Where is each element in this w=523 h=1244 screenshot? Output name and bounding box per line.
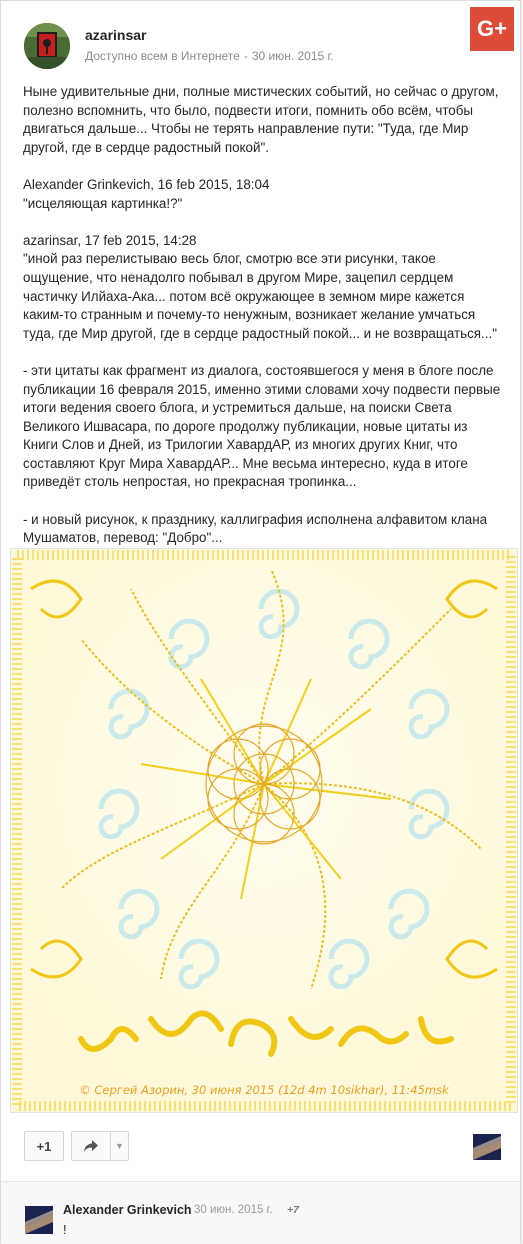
comments-section [1, 1181, 520, 1244]
comment-plus-count[interactable]: +7 [287, 1204, 299, 1216]
post-paragraph: Ныне удивительные дни, полные мистических событий, но сейчас о другом, полезно вспомнить, что было, подвести итоги, помнить обо всём, чтобы двигаться дальше... Чтобы не терять направление пути: "Туда, где Мир другой, где в сердце радостный покой". [23, 84, 499, 155]
post-body [23, 83, 503, 548]
post-image[interactable] [10, 548, 518, 1113]
post-date[interactable]: 30 июн. 2015 г. [251, 49, 334, 63]
paragraph-gap [23, 157, 503, 176]
author-name[interactable]: azarinsar [85, 27, 147, 43]
image-credit: © Сергей Азорин, 30 июня 2015 (12d 4m 10sikhar), 11:45msk [79, 1083, 449, 1097]
meta-separator: - [243, 49, 248, 63]
share-dropdown-button[interactable] [111, 1131, 129, 1161]
paragraph-gap [23, 213, 503, 232]
post-actions [1, 1131, 520, 1165]
google-plus-icon[interactable] [470, 7, 514, 51]
post-paragraph: - и новый рисунок, к празднику, каллиграфия исполнена алфавитом клана Мушаматов, перевод: "Добро"... [23, 511, 488, 546]
share-button[interactable] [71, 1131, 111, 1161]
paragraph-gap [23, 492, 503, 511]
comment-text: ! [63, 1222, 67, 1237]
chevron-down-icon: ▼ [115, 1141, 124, 1151]
calligraphy-artwork [11, 549, 517, 1112]
post-paragraph: - эти цитаты как фрагмент из диалога, состоявшегося у меня в блоге после публикации 16 февраля 2015, именно этими словами хочу подвести первые итоги ведения своего блога, и устремиться дальше, на поиски Света Великого Ишвасара, по дороге продолжу публикации, новые цитаты из Книги Слов и Дней, из Трилогии ХавардАР, из многих других Книг, что составляют Круг Мира ХавардАР... Мне весьма интересно, куда в итоге приведёт столь непростая, но прекрасная тропинка... [23, 362, 501, 490]
share-arrow-icon [83, 1139, 99, 1153]
google-plus-label: G+ [477, 16, 507, 41]
paragraph-gap [23, 343, 503, 362]
plusser-avatar[interactable] [473, 1134, 501, 1160]
plus-one-button[interactable]: +1 [24, 1131, 64, 1161]
post-paragraph: Alexander Grinkevich, 16 feb 2015, 18:04 [23, 176, 270, 192]
post-paragraph: "иной раз перелистываю весь блог, смотрю все эти рисунки, такое ощущение, что ненадолго побывал в другом Мире, зацепил сердцем частичку Илйаха-Ака... потом всё окружающее в земном мире кажется каким-то странным и почему-то ненужным, возникает желание умчаться туда, где Мир другой, где в сердце радостный покой... и не возвращаться..." [23, 251, 497, 341]
author-avatar[interactable] [24, 23, 70, 69]
comment-time[interactable]: 30 июн. 2015 г. [194, 1204, 273, 1216]
visibility-label: Доступно всем в Интернете [85, 49, 240, 63]
post-paragraph: "исцеляющая картинка!?" [23, 195, 183, 211]
commenter-name[interactable]: Alexander Grinkevich [63, 1203, 192, 1217]
post-meta [85, 49, 334, 63]
post-paragraph: azarinsar, 17 feb 2015, 14:28 [23, 232, 197, 248]
commenter-avatar[interactable] [25, 1206, 53, 1234]
